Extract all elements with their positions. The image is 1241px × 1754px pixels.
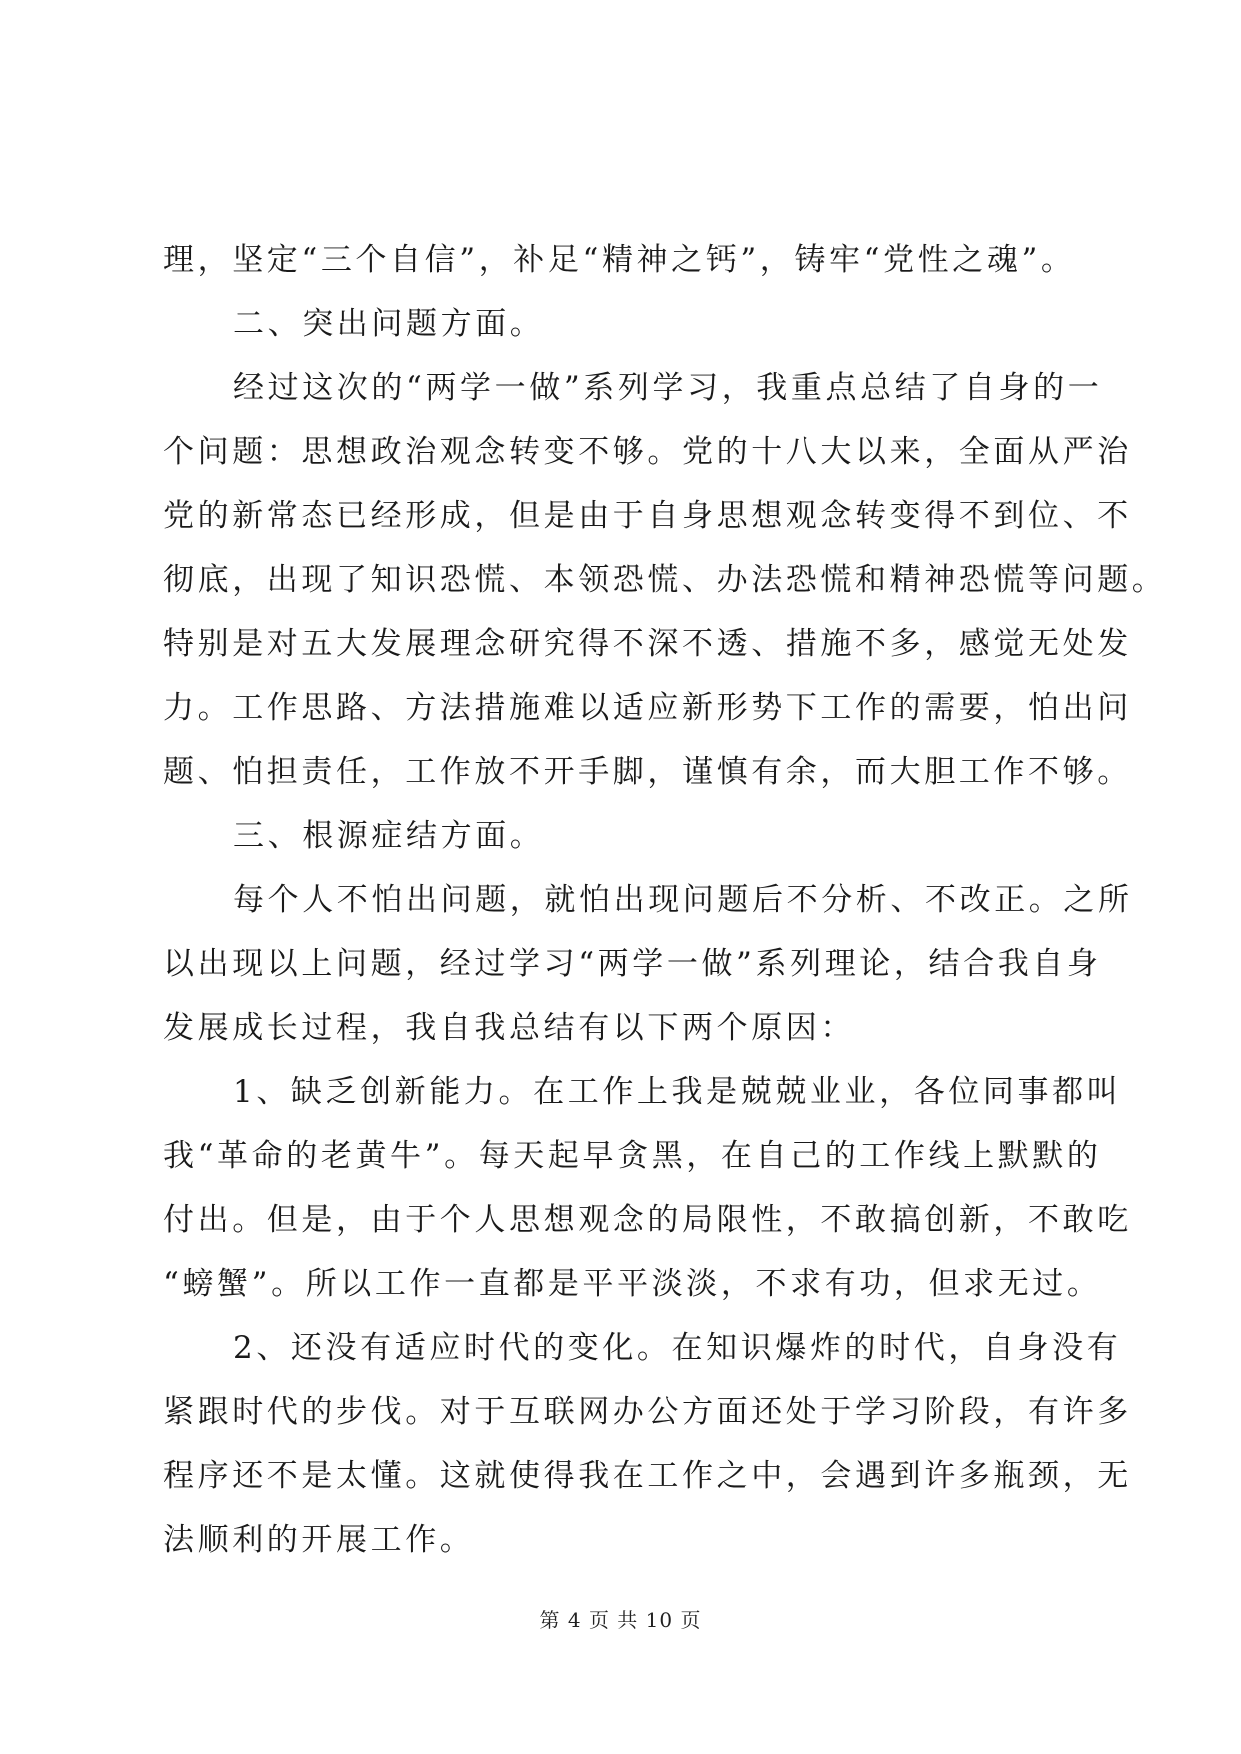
text-line: 以出现以上问题，经过学习“两学一做”系列理论，结合我自身 xyxy=(163,946,1102,982)
text-line: 我“革命的老黄牛”。每天起早贪黑，在自己的工作线上默默的 xyxy=(163,1138,1102,1174)
section-heading: 三、根源症结方面。 xyxy=(233,818,545,854)
text-line: 特别是对五大发展理念研究得不深不透、措施不多，感觉无处发 xyxy=(163,626,1132,662)
text-line: 经过这次的“两学一做”系列学习，我重点总结了自身的一 xyxy=(233,370,1103,406)
text-line: 付出。但是，由于个人思想观念的局限性，不敢搞创新，不敢吃 xyxy=(163,1202,1132,1238)
text-line: 程序还不是太懂。这就使得我在工作之中，会遇到许多瓶颈，无 xyxy=(163,1458,1132,1494)
text-line: 党的新常态已经形成，但是由于自身思想观念转变得不到位、不 xyxy=(163,498,1132,534)
text-line: 彻底，出现了知识恐慌、本领恐慌、办法恐慌和精神恐慌等问题。 xyxy=(163,562,1167,598)
text-line: 每个人不怕出问题，就怕出现问题后不分析、不改正。之所 xyxy=(233,882,1133,918)
text-line: “螃蟹”。所以工作一直都是平平淡淡，不求有功，但求无过。 xyxy=(163,1266,1102,1302)
section-heading: 二、突出问题方面。 xyxy=(233,306,545,342)
text-line: 个问题：思想政治观念转变不够。党的十八大以来，全面从严治 xyxy=(163,434,1132,470)
page-number-footer: 第 4 页 共 10 页 xyxy=(539,1608,702,1632)
text-line: 理，坚定“三个自信”，补足“精神之钙”，铸牢“党性之魂”。 xyxy=(163,242,1076,278)
text-line: 1、缺乏创新能力。在工作上我是兢兢业业，各位同事都叫 xyxy=(233,1074,1122,1110)
text-line: 紧跟时代的步伐。对于互联网办公方面还处于学习阶段，有许多 xyxy=(163,1394,1132,1430)
text-line: 题、怕担责任，工作放不开手脚，谨慎有余，而大胆工作不够。 xyxy=(163,754,1132,790)
text-line: 力。工作思路、方法措施难以适应新形势下工作的需要，怕出问 xyxy=(163,690,1132,726)
text-line: 发展成长过程，我自我总结有以下两个原因： xyxy=(163,1010,855,1046)
document-body xyxy=(163,228,1167,1572)
text-line: 2、还没有适应时代的变化。在知识爆炸的时代，自身没有 xyxy=(233,1330,1122,1366)
text-line: 法顺利的开展工作。 xyxy=(163,1522,475,1558)
